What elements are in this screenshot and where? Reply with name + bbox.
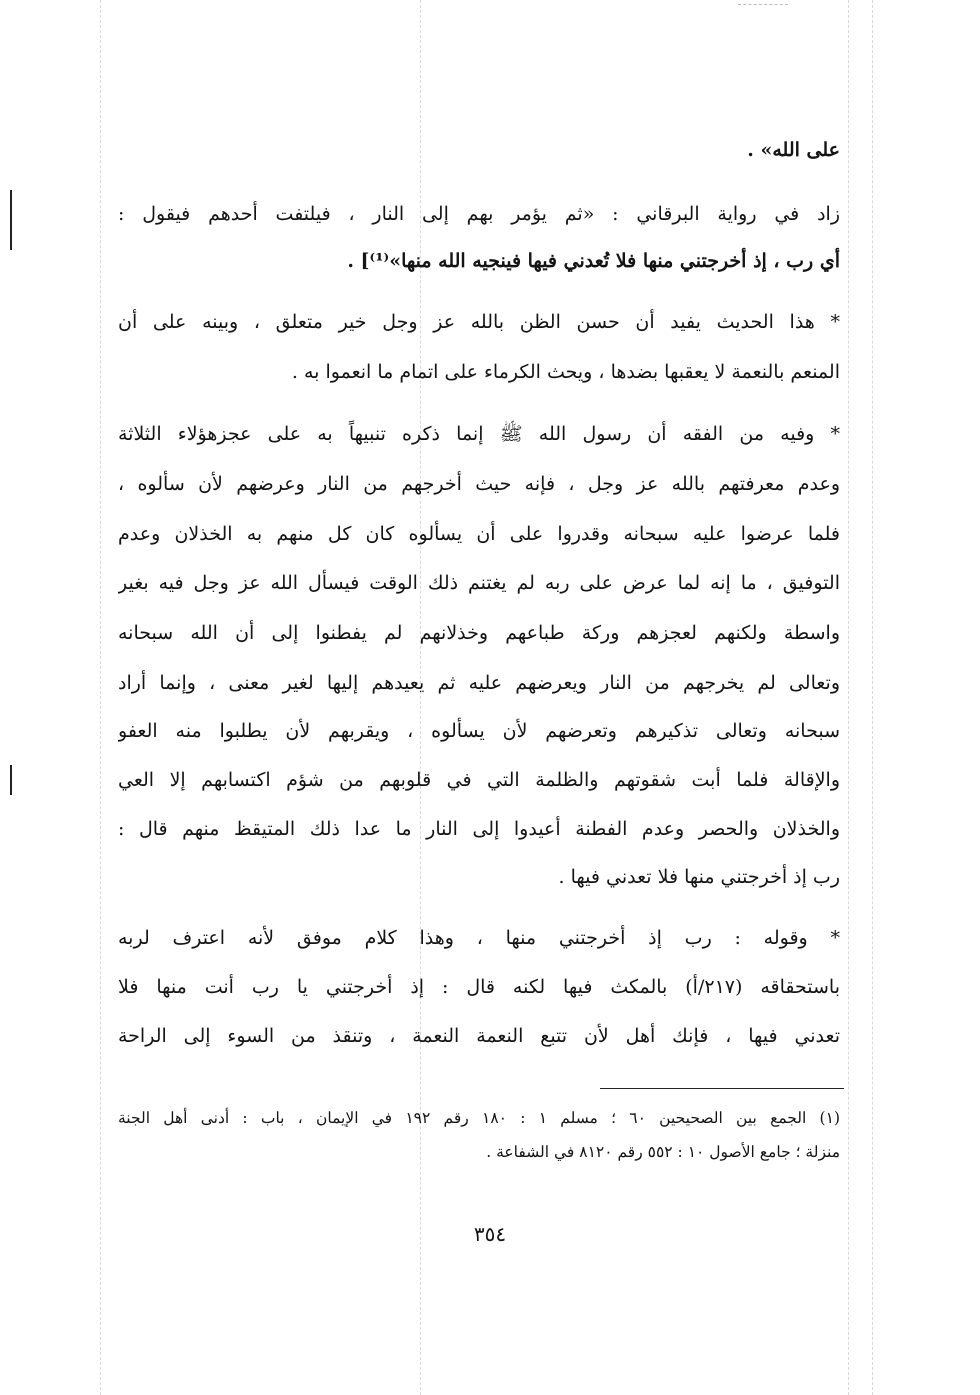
text-line: وعدم معرفتهم بالله عز وجل ، فإنه حيث أخرجهم من النار وعرضهم لأن سألوه ، bbox=[118, 473, 840, 495]
text-line: سبحانه وتعالى تذكيرهم وتعرضهم لأن يسألوه ، ويقربهم لأن يطلبوا منه العفو bbox=[118, 720, 840, 742]
text-line: * وقوله : رب إذ أخرجتني منها ، وهذا كلام موفق لأنه اعترف لربه bbox=[118, 927, 840, 949]
text-line: المنعم بالنعمة لا يعقبها بضدها ، ويحث الكرماء على اتمام ما انعموا به . bbox=[291, 361, 840, 383]
text-line: رب إذ أخرجتني منها فلا تعدني فيها . bbox=[558, 866, 840, 888]
text-line: تعدني فيها ، فإنك أهل لأن تتبع النعمة النعمة ، وتنقذ من السوء إلى الراحة bbox=[118, 1025, 840, 1047]
footnote-line: منزلة ؛ جامع الأصول ١٠ : ٥٥٢ رقم ٨١٢٠ في الشفاعة . bbox=[486, 1143, 840, 1161]
scan-mark bbox=[10, 190, 12, 250]
footnote-divider bbox=[600, 1088, 844, 1089]
text-line: فلما عرضوا عليه سبحانه وقدروا على أن يسألوه كان كل منهم به الخذلان وعدم bbox=[118, 523, 840, 545]
footnote-line: (١) الجمع بين الصحيحين ٦٠ ؛ مسلم ١ : ١٨٠ رقم ١٩٢ في الإيمان ، باب : أدنى أهل الجنة bbox=[118, 1109, 840, 1127]
scan-guide-line bbox=[872, 0, 873, 1395]
hadith-quote: زاد في رواية البرقاني : «ثم يؤمر بهم إلى النار ، فيلتفت أحدهم فيقول : bbox=[118, 203, 840, 225]
text-line: أي رب ، إذ أخرجتني منها فلا تُعدني فيها فينجيه الله منها»⁽¹⁾] . bbox=[347, 250, 840, 272]
text-line: وتعالى لم يخرجهم من النار ويعرضهم عليه ثم يعيدهم إليها لغير معنى ، وإنما أراد bbox=[118, 672, 840, 694]
scan-guide-line bbox=[848, 0, 849, 1395]
scan-guide-line bbox=[100, 0, 101, 1395]
text-line bbox=[118, 197, 840, 231]
scan-mark bbox=[10, 765, 12, 795]
text-line: باستحقاقه (٢١٧/أ) بالمكث فيها لكنه قال : إذ أخرجتني يا رب أنت منها فلا bbox=[118, 976, 840, 998]
text-line: * وفيه من الفقه أن رسول الله ﷺ إنما ذكره تنبيهاً به على عجزهؤلاء الثلاثة bbox=[118, 423, 840, 445]
text-line: والخذلان والحصر وعدم الفطنة أعيدوا إلى النار ما عدا ذلك المتيقظ منهم قال : bbox=[118, 818, 840, 840]
page-number: ٣٥٤ bbox=[473, 1222, 507, 1246]
text-line: * هذا الحديث يفيد أن حسن الظن بالله عز وجل خير متعلق ، وبينه على أن bbox=[118, 311, 840, 333]
text-line: التوفيق ، ما إنه لما عرض على ربه لم يغتنم ذلك الوقت فيسأل الله عز وجل فيه بغير bbox=[118, 572, 840, 594]
text-line: والإقالة فلما أبت شقوتهم والظلمة التي في قلوبهم من شؤم اكتسابهم إلا العي bbox=[118, 769, 840, 791]
text-line: على الله» . bbox=[747, 139, 840, 161]
main-text bbox=[118, 0, 840, 1080]
text-line: واسطة ولكنهم لعجزهم وركة طباعهم وخذلانهم لم يفطنوا إلى أن الله سبحانه bbox=[118, 622, 840, 644]
